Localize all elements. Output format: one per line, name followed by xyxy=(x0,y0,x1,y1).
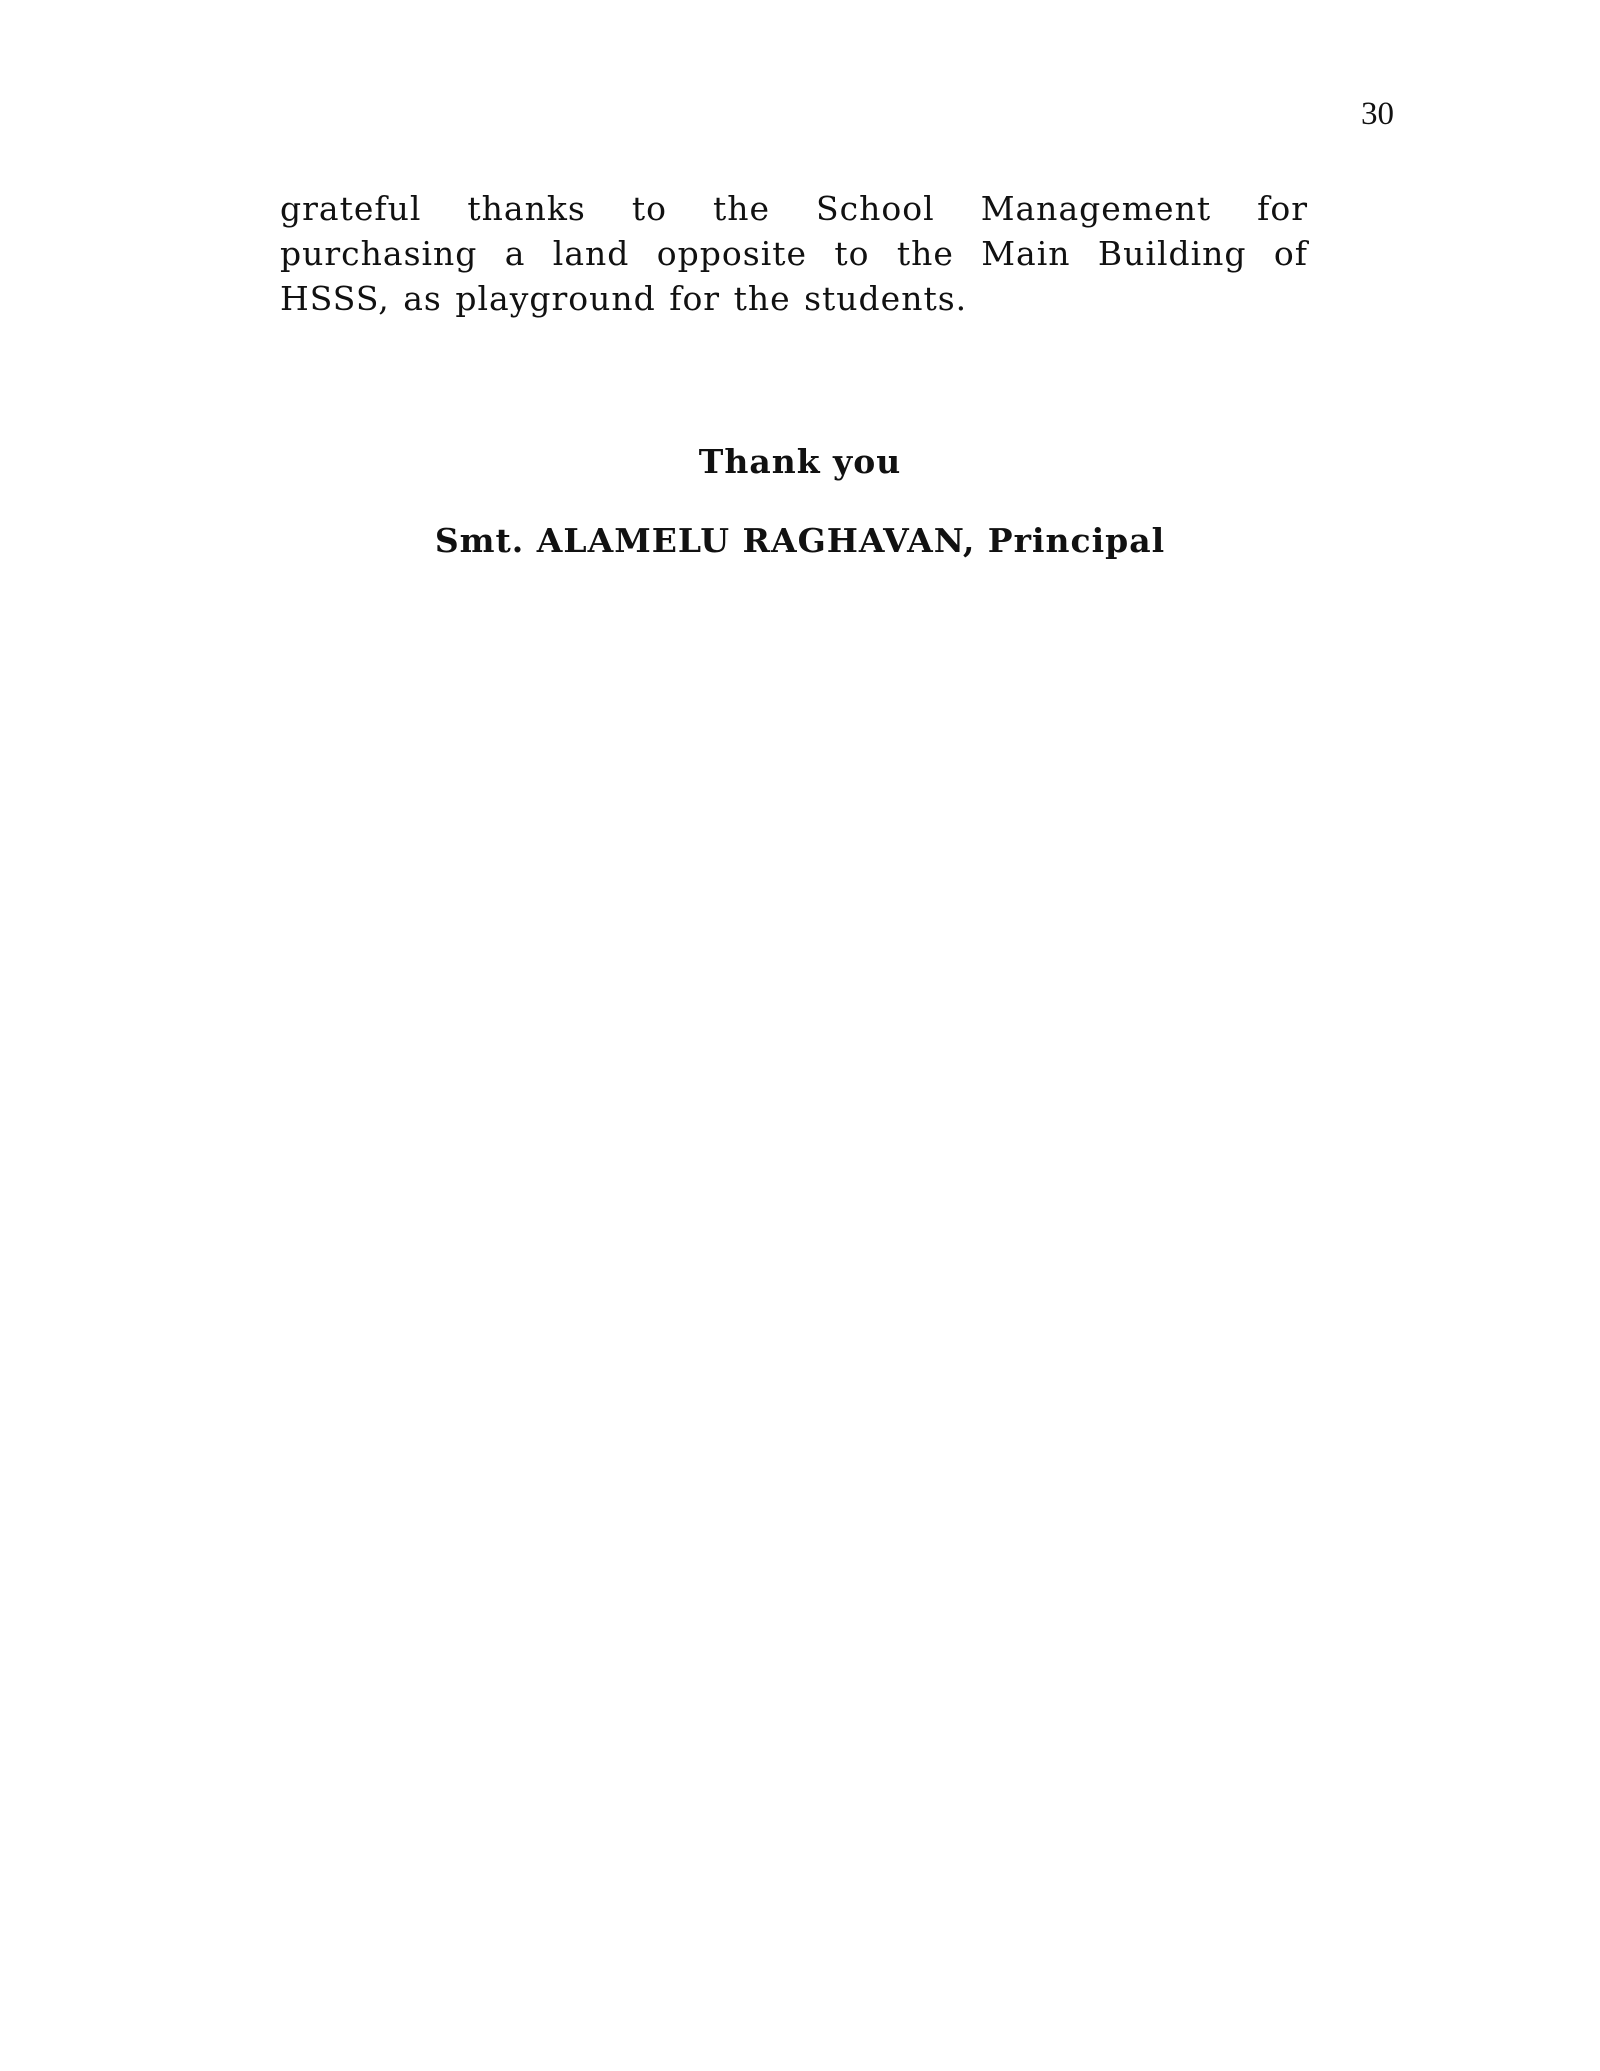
page-number: 30 xyxy=(1361,96,1394,132)
closing-thanks: Thank you xyxy=(698,442,902,481)
signature-line: Smt. ALAMELU RAGHAVAN, Principal xyxy=(434,521,1166,560)
body-paragraph: grateful thanks to the School Management for purchasing a land opposite to the Main Building of HSSS, as playground for the students. xyxy=(280,189,1308,318)
